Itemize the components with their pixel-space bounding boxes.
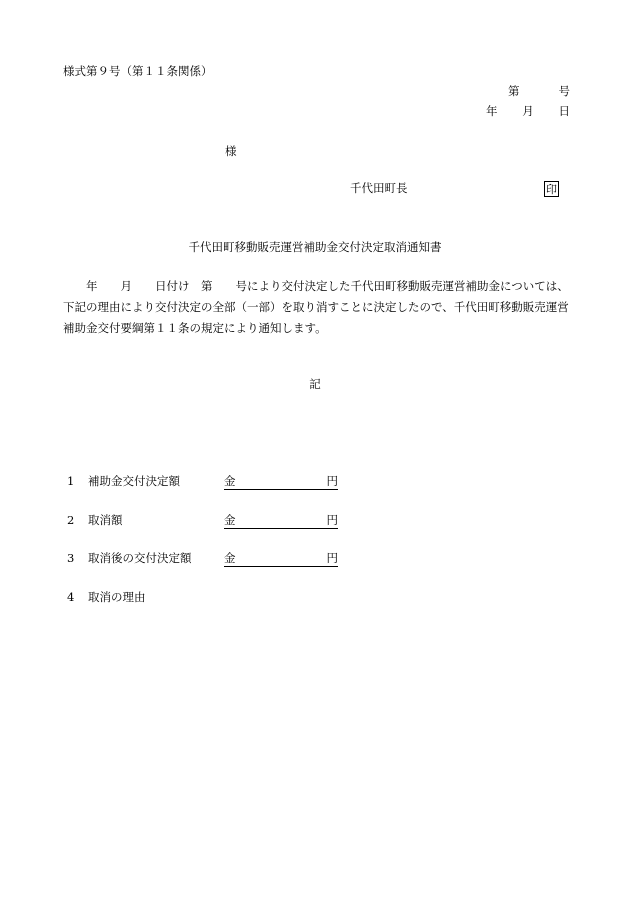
item-number: 3 xyxy=(67,551,75,565)
item-number: 4 xyxy=(67,590,75,604)
seal-mark: 印 xyxy=(546,182,557,196)
form-number: 様式第９号（第１１条関係） xyxy=(63,64,213,78)
item-label-subsidy-decision-amount: 補助金交付決定額 xyxy=(88,474,180,488)
item-label-post-cancellation-amount: 取消後の交付決定額 xyxy=(88,551,192,565)
amount-prefix: 金 xyxy=(224,513,236,527)
item-number: 1 xyxy=(67,474,75,488)
item-label-cancellation-reason: 取消の理由 xyxy=(88,590,146,604)
amount-field-subsidy-decision xyxy=(224,476,338,490)
issue-date-year: 年 xyxy=(486,104,498,118)
issue-date-month: 月 xyxy=(522,104,534,118)
issuer-title: 千代田町長 xyxy=(350,181,408,195)
amount-suffix: 円 xyxy=(326,513,338,527)
amount-field-cancellation xyxy=(224,515,338,529)
issue-date-day: 日 xyxy=(558,104,570,118)
recipient-honorific: 様 xyxy=(225,144,237,158)
body-text-line: 年 月 日付け 第 号により交付決定した千代田町移動販売運営補助金については、 xyxy=(63,279,569,293)
issue-number-prefix: 第 xyxy=(508,84,520,98)
amount-prefix: 金 xyxy=(224,474,236,488)
item-number: 2 xyxy=(67,513,75,527)
body-text-line: 補助金交付要綱第１１条の規定により通知します。 xyxy=(63,321,327,335)
item-label-cancellation-amount: 取消額 xyxy=(88,513,123,527)
issue-number xyxy=(508,86,570,98)
document-title: 千代田町移動販売運営補助金交付決定取消通知書 xyxy=(188,240,442,254)
issue-number-suffix: 号 xyxy=(558,84,570,98)
issue-date xyxy=(486,106,570,118)
amount-suffix: 円 xyxy=(326,474,338,488)
body-text-line: 下記の理由により交付決定の全部（一部）を取り消すことに決定したので、千代田町移動販売運営 xyxy=(63,300,569,314)
amount-suffix: 円 xyxy=(326,551,338,565)
amount-prefix: 金 xyxy=(224,551,236,565)
amount-field-post-cancellation xyxy=(224,553,338,567)
ki-heading: 記 xyxy=(309,377,321,391)
